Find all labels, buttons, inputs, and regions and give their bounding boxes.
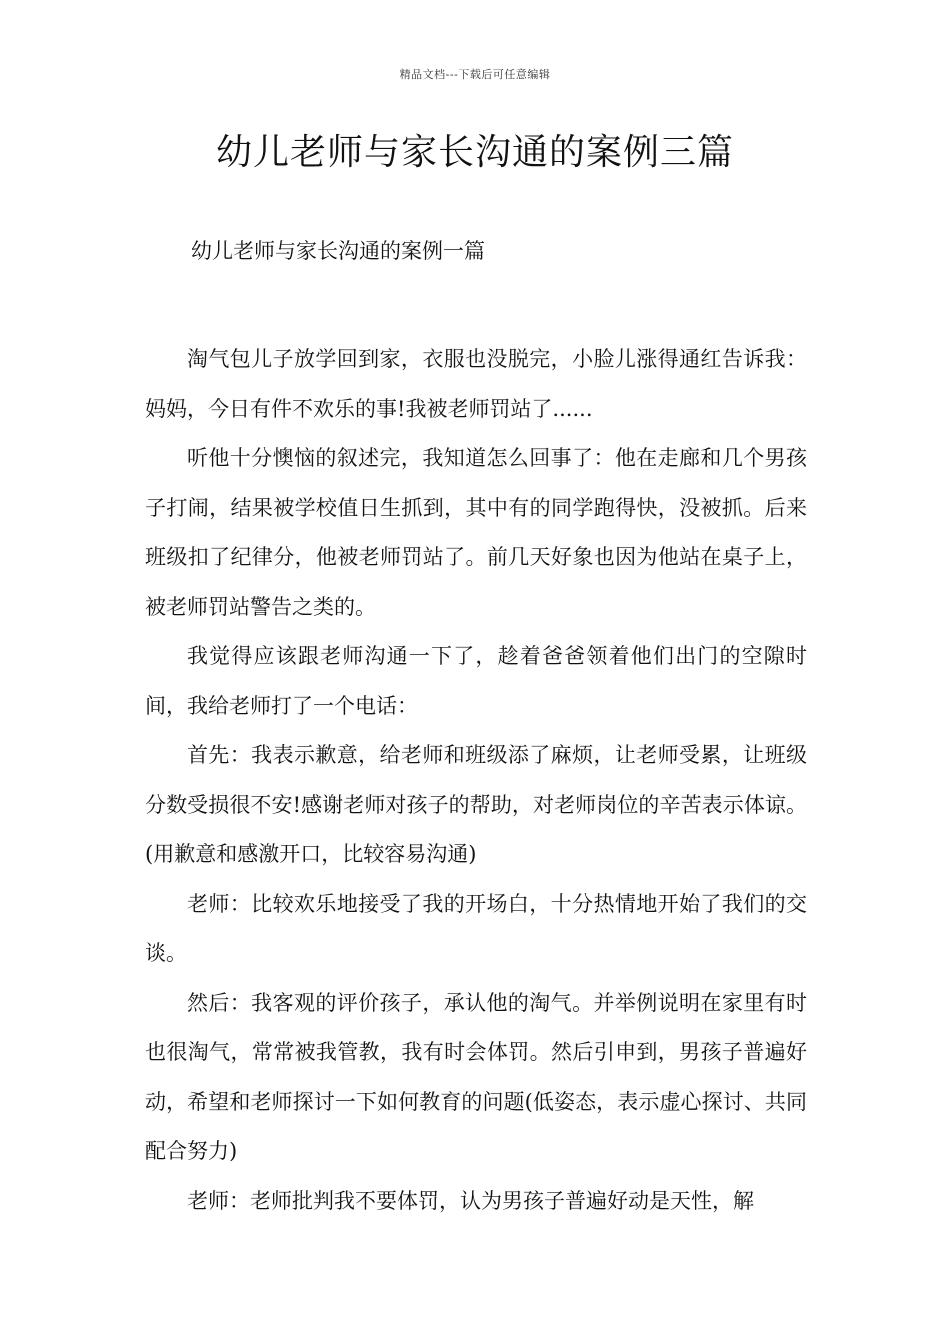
paragraph: 我觉得应该跟老师沟通一下了，趁着爸爸领着他们出门的空隙时间，我给老师打了一个电话： bbox=[145, 644, 807, 718]
body-text bbox=[145, 335, 807, 1226]
paragraph: 听他十分懊恼的叙述完，我知道怎么回事了：他在走廊和几个男孩子打闹，结果被学校值日生抓到，其中有的同学跑得快，没被抓。后来班级扣了纪律分，他被老师罚站了。前几天好象也因为他站在桌子上，被老师罚站警告之类的。 bbox=[145, 446, 807, 619]
section-heading: 幼儿老师与家长沟通的案例一篇 bbox=[191, 239, 485, 263]
header-note: 精品文档---下载后可任意编辑 bbox=[399, 68, 551, 81]
paragraph: 然后：我客观的评价孩子，承认他的淘气。并举例说明在家里有时也很淘气，常常被我管教，我有时会体罚。然后引申到，男孩子普遍好动，希望和老师探讨一下如何教育的问题(低姿态，表示虚心探讨、共同配合努力) bbox=[145, 990, 807, 1163]
paragraph: 老师：比较欢乐地接受了我的开场白，十分热情地开始了我们的交谈。 bbox=[145, 891, 807, 965]
paragraph: 淘气包儿子放学回到家，衣服也没脱完，小脸儿涨得通红告诉我：妈妈，今日有件不欢乐的事!我被老师罚站了...... bbox=[145, 347, 807, 421]
paragraph: 首先：我表示歉意，给老师和班级添了麻烦，让老师受累，让班级分数受损很不安!感谢老师对孩子的帮助，对老师岗位的辛苦表示体谅。(用歉意和感激开口，比较容易沟通) bbox=[145, 743, 807, 866]
paragraph: 老师：老师批判我不要体罚，认为男孩子普遍好动是天性，解 bbox=[187, 1188, 754, 1213]
document-title: 幼儿老师与家长沟通的案例三篇 bbox=[215, 132, 734, 173]
